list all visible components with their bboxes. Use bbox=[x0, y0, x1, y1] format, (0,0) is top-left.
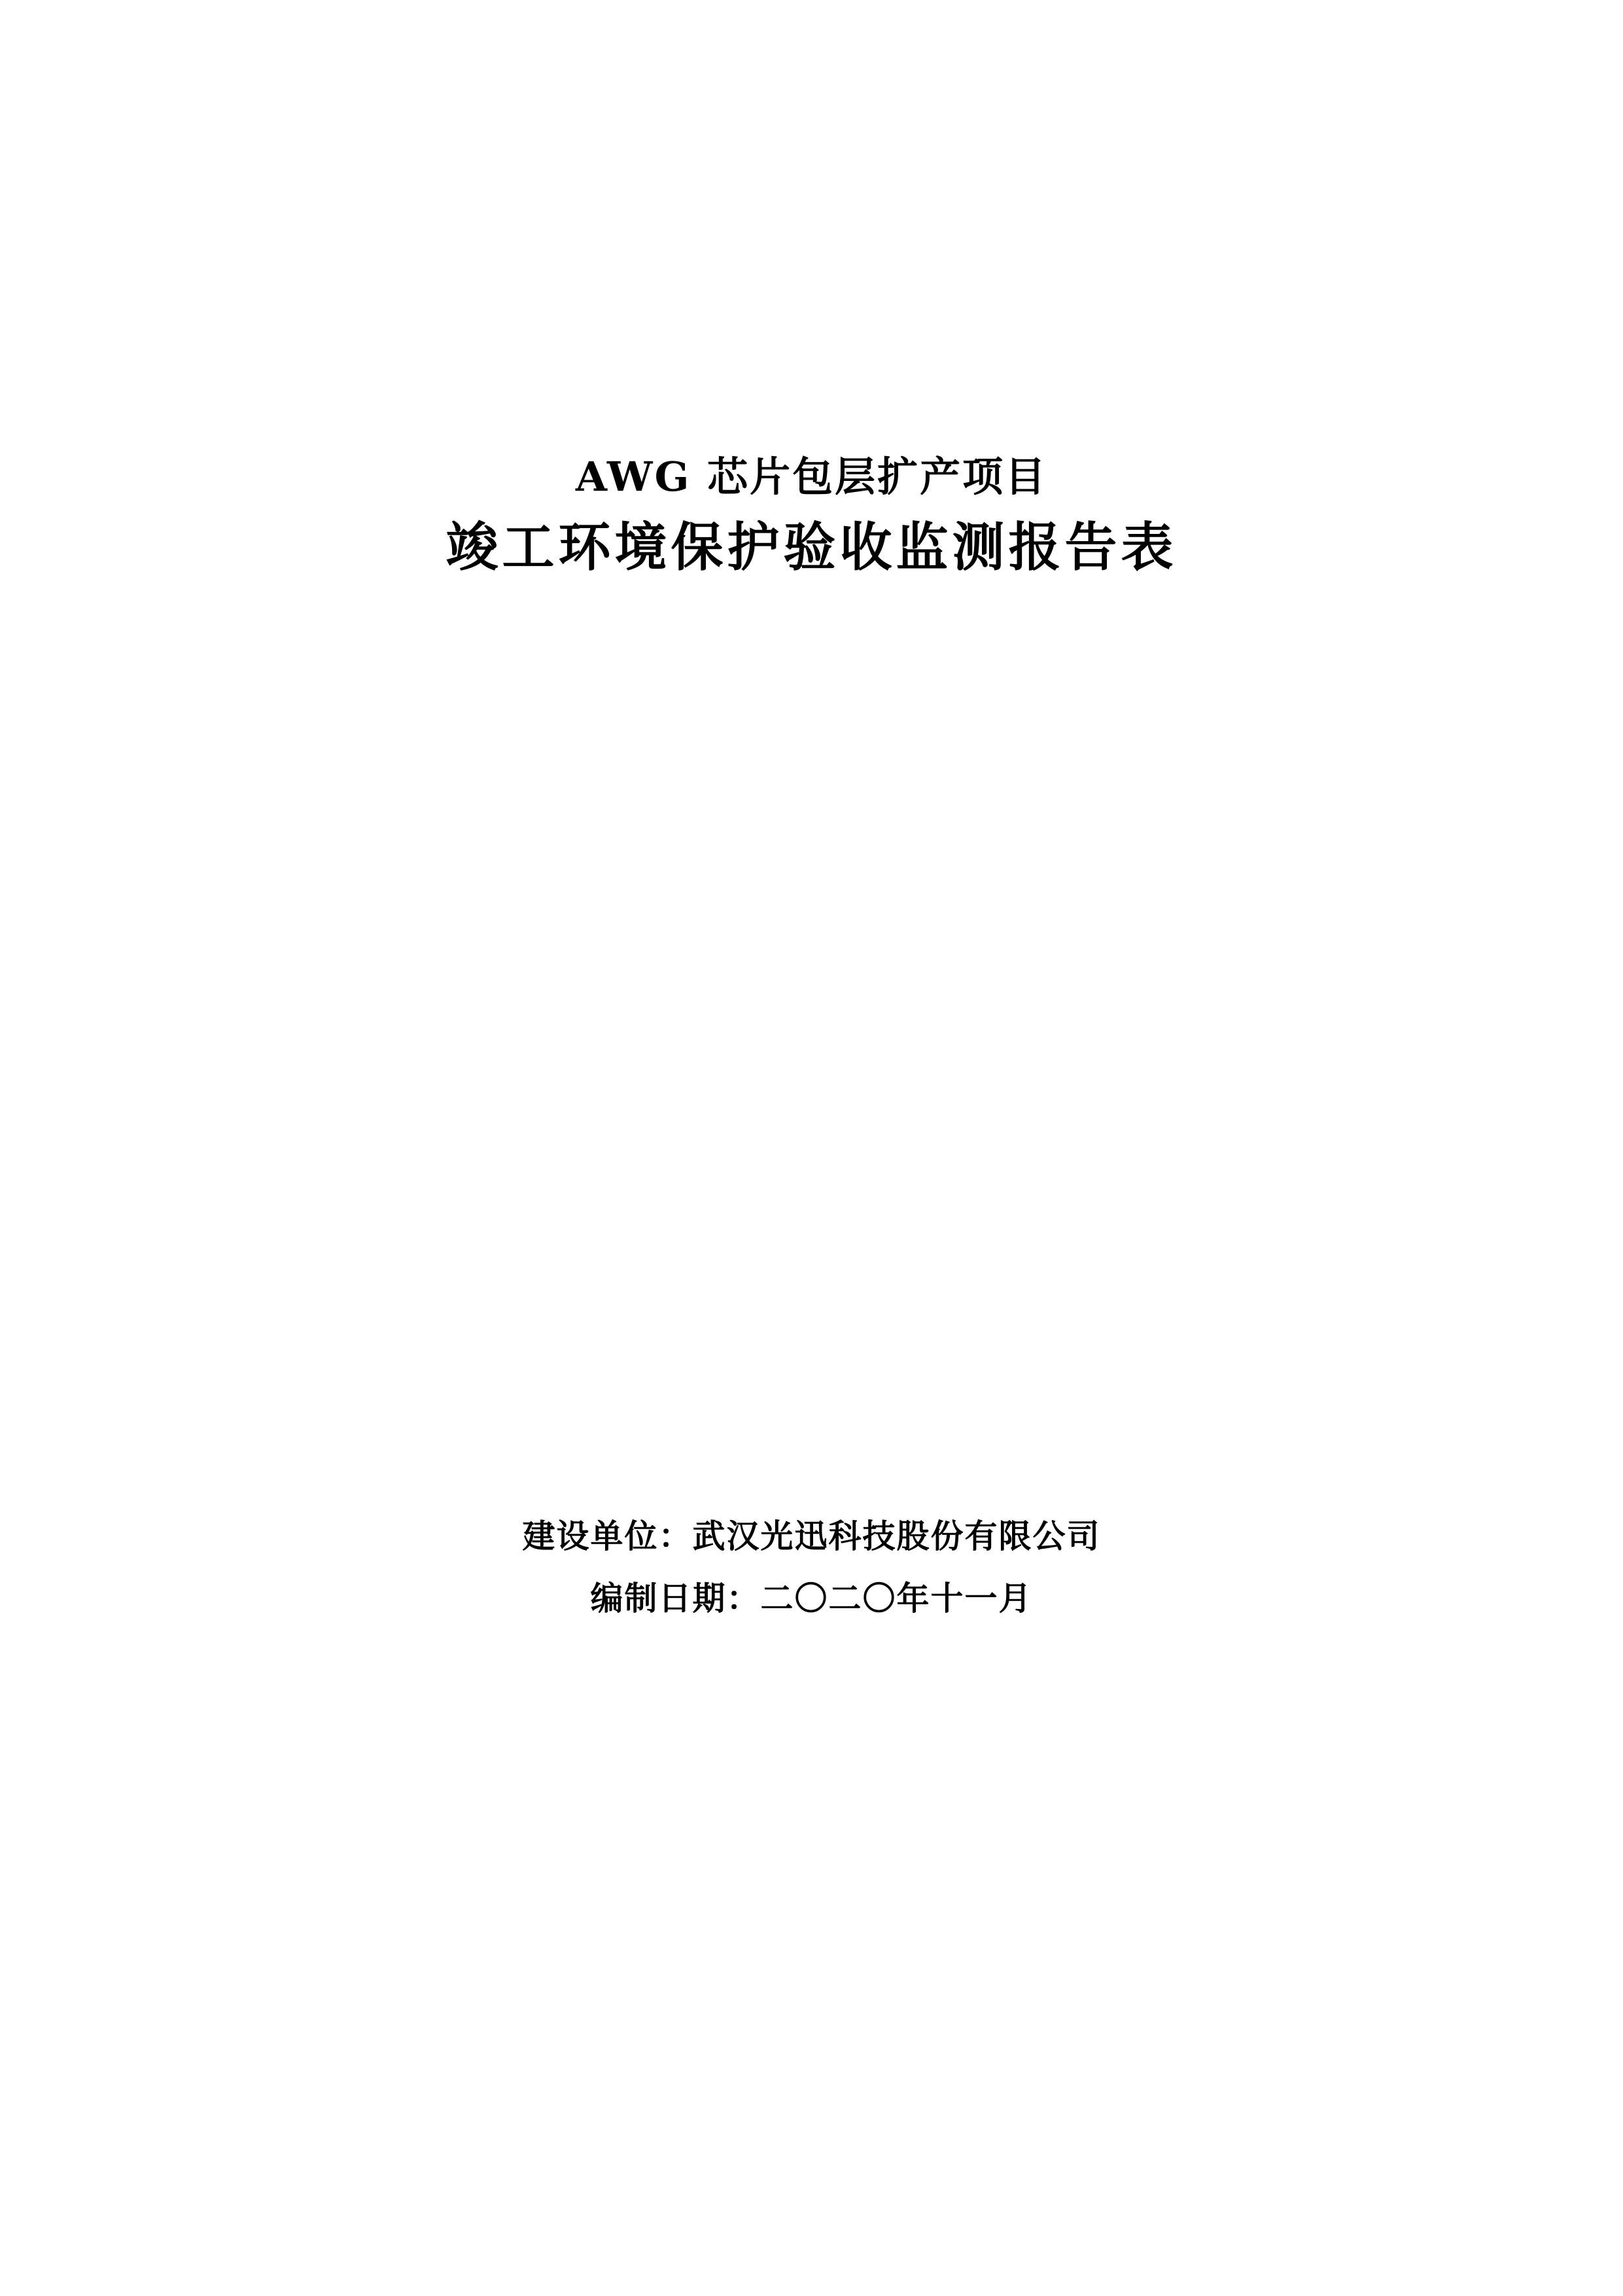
construction-unit-line: 建设单位：武汉光迅科技股份有限公司 bbox=[522, 1517, 1101, 1555]
project-title: AWG 芯片包层扩产项目 bbox=[575, 453, 1048, 501]
cover-footer-block bbox=[0, 1505, 1623, 1629]
compilation-date-line: 编制日期：二〇二〇年十一月 bbox=[590, 1579, 1033, 1617]
report-title: 竣工环境保护验收监测报告表 bbox=[445, 516, 1178, 578]
cover-title-block bbox=[0, 451, 1623, 582]
